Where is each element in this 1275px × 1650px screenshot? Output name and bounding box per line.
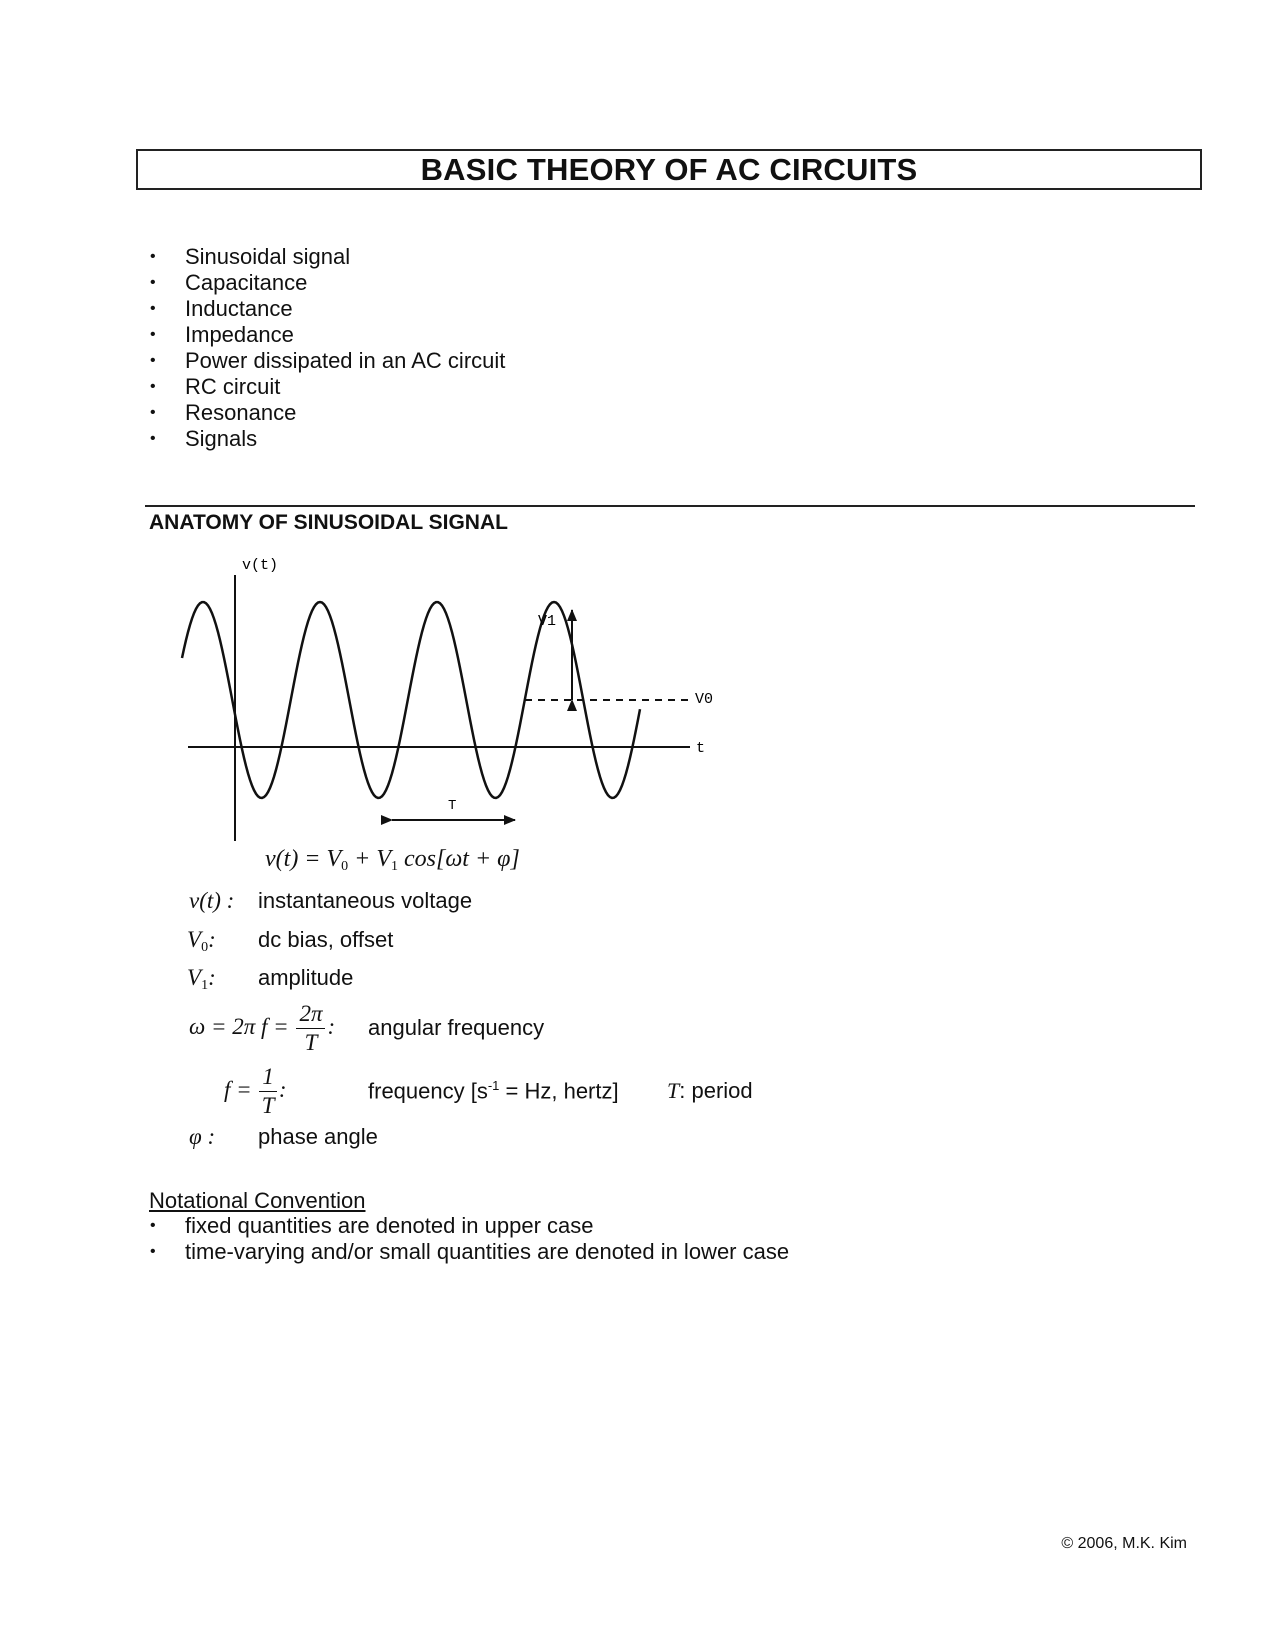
y-axis-label: v(t) <box>242 557 279 574</box>
description-part: = Hz, hertz] <box>499 1078 619 1104</box>
sinusoid-equation <box>265 846 520 875</box>
list-item: • Impedance <box>150 322 505 348</box>
formula-part: ω = 2π f = <box>189 1013 289 1039</box>
period-definition <box>667 1078 753 1104</box>
v0-symbol <box>187 927 216 956</box>
symbol-subscript: 0 <box>201 940 209 955</box>
symbol-part: V <box>187 965 202 990</box>
period-description: : period <box>679 1078 753 1103</box>
page-title: BASIC THEORY OF AC CIRCUITS <box>420 151 918 187</box>
copyright-footer: © 2006, M.K. Kim <box>1061 1535 1187 1552</box>
equation-part: cos[ωt + φ] <box>398 846 520 872</box>
list-item: • Resonance <box>150 400 505 426</box>
symbol-subscript: 1 <box>201 978 209 993</box>
symbol-part: : <box>208 965 216 990</box>
omega-description: angular frequency <box>368 1015 545 1040</box>
notation-list <box>150 1213 789 1265</box>
symbol-part: : <box>208 927 216 952</box>
v-description: instantaneous voltage <box>258 888 473 913</box>
list-item: • RC circuit <box>150 374 505 400</box>
list-item: • Sinusoidal signal <box>150 244 505 270</box>
fraction-denominator: T <box>304 1030 318 1055</box>
symbol-part: V <box>187 927 202 952</box>
x-axis-label: t <box>696 740 706 757</box>
section-heading: ANATOMY OF SINUSOIDAL SIGNAL <box>149 511 508 534</box>
v0-description: dc bias, offset <box>258 927 394 952</box>
description-superscript: -1 <box>487 1078 500 1093</box>
period-symbol: T <box>667 1078 680 1103</box>
phi-description: phase angle <box>258 1124 378 1149</box>
description-part: frequency [s <box>368 1078 488 1104</box>
period-label: T <box>448 798 457 814</box>
equation-subscript: 1 <box>391 859 399 874</box>
list-item: • Signals <box>150 426 505 452</box>
list-item: • time-varying and/or small quantities are denoted in lower case <box>150 1239 789 1265</box>
section-divider <box>145 505 1195 507</box>
omega-formula <box>189 1000 335 1057</box>
sinusoid-diagram <box>180 555 740 845</box>
list-item: • Inductance <box>150 296 505 322</box>
f-fraction <box>259 1063 277 1120</box>
topic-list <box>150 244 505 452</box>
phi-symbol: φ : <box>189 1124 216 1149</box>
formula-part: f = <box>224 1076 252 1102</box>
v1-symbol <box>187 965 216 994</box>
fraction-numerator: 2π <box>296 1000 325 1029</box>
fraction-numerator: 1 <box>259 1063 277 1092</box>
offset-label: V0 <box>695 691 714 708</box>
formula-part: : <box>327 1013 336 1039</box>
formula-part: : <box>278 1076 287 1102</box>
omega-fraction <box>296 1000 325 1057</box>
equation-subscript: 0 <box>341 859 349 874</box>
list-item: • Power dissipated in an AC circuit <box>150 348 505 374</box>
f-description <box>368 1078 619 1104</box>
list-item: • Capacitance <box>150 270 505 296</box>
amplitude-label: V1 <box>538 613 557 630</box>
v-symbol: v(t) : <box>189 888 235 913</box>
v1-description: amplitude <box>258 965 354 990</box>
f-formula <box>224 1063 287 1120</box>
title-box <box>136 149 1202 190</box>
equation-part: v(t) = V <box>265 846 342 872</box>
notation-heading: Notational Convention <box>149 1188 366 1213</box>
equation-part: + V <box>348 846 392 872</box>
fraction-denominator: T <box>261 1093 275 1118</box>
list-item: • fixed quantities are denoted in upper case <box>150 1213 789 1239</box>
